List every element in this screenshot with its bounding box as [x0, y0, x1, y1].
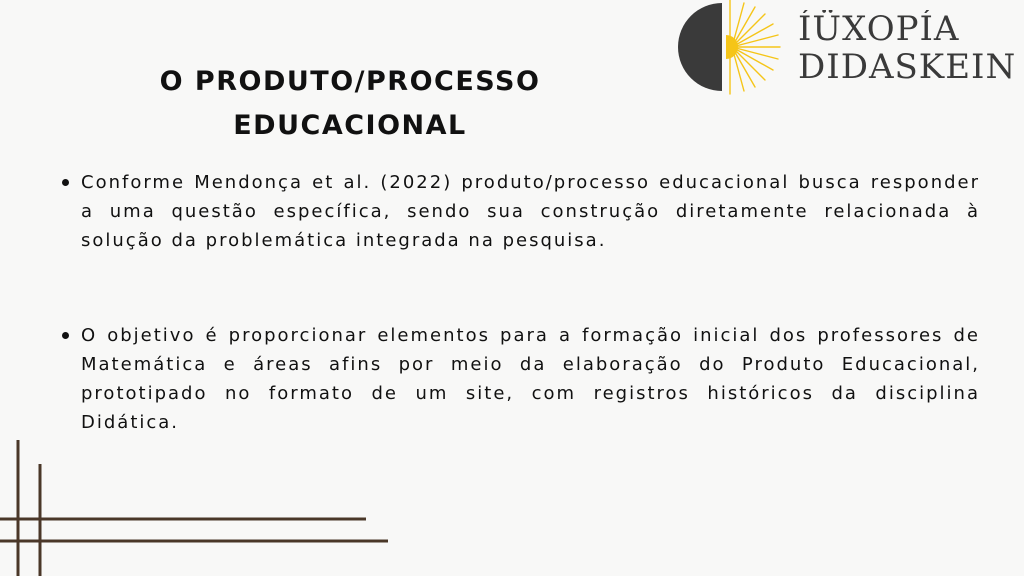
- logo-emblem-icon: [676, 0, 796, 96]
- logo-line-2: DIDASKEIN: [798, 47, 1017, 86]
- page-title: [120, 60, 580, 148]
- page-title-line-1: O PRODUTO/PROCESSO: [159, 66, 541, 97]
- page-title-line-2: EDUCACIONAL: [233, 110, 467, 141]
- bullet-item: [62, 168, 980, 255]
- decorative-lines-icon: [0, 440, 400, 576]
- bullet-item: [62, 321, 980, 437]
- logo-wordmark: [798, 10, 1024, 86]
- logo: [676, 0, 1024, 96]
- bullet-list: [62, 168, 980, 437]
- bullet-text: Conforme Mendonça et al. (2022) produto/processo educacional busca responder a uma questão específica, sendo sua construção diretamente relacionada à solução da problemática integrada na pesquisa.: [81, 172, 980, 251]
- bullet-dot-icon: [62, 179, 69, 186]
- bullet-dot-icon: [62, 332, 69, 339]
- bullet-text: O objetivo é proporcionar elementos para a formação inicial dos professores de Matemática e áreas afins por meio da elaboração do Produto Educacional, prototipado no formato de um site, com registros históricos da disciplina Didática.: [81, 325, 980, 433]
- logo-line-1: ÍÜXOPÍA: [798, 10, 960, 49]
